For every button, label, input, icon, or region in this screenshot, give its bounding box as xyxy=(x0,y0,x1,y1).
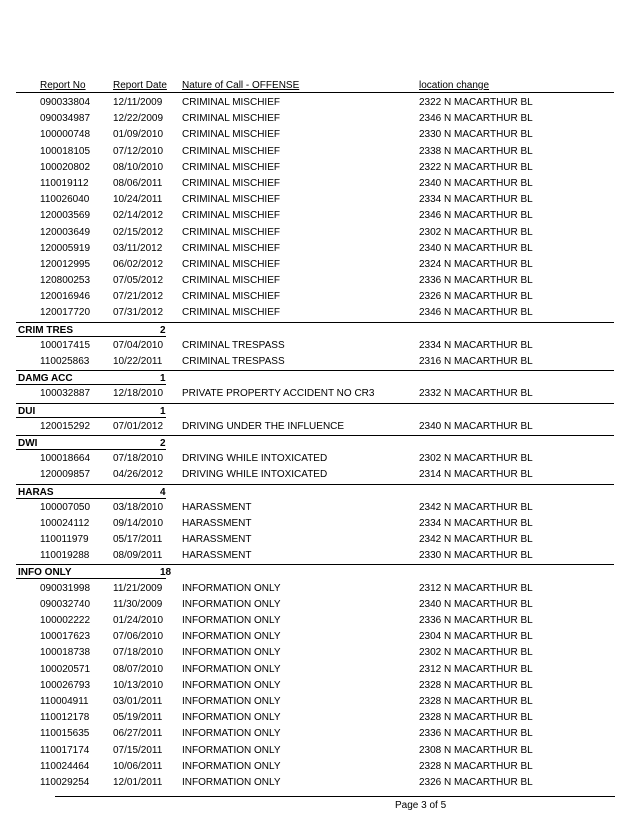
nature-of-call: CRIMINAL TRESPASS xyxy=(182,356,285,367)
location: 2340 N MACARTHUR BL xyxy=(419,598,533,610)
report-number: 100020571 xyxy=(40,663,91,675)
header-report-no: Report No xyxy=(40,80,86,91)
report-number: 120005919 xyxy=(40,242,91,254)
report-number: 100018664 xyxy=(40,453,91,465)
location: 2322 N MACARTHUR BL xyxy=(419,97,533,108)
nature-of-call: INFORMATION ONLY xyxy=(182,679,281,691)
report-date: 07/12/2010 xyxy=(113,145,164,157)
report-number: 100024112 xyxy=(40,517,90,529)
report-date: 08/10/2010 xyxy=(113,161,164,173)
nature-of-call: HARASSMENT xyxy=(182,550,252,562)
report-date: 10/24/2011 xyxy=(113,194,163,206)
table-row xyxy=(0,743,638,759)
report-date: 10/06/2011 xyxy=(113,760,163,772)
report-date: 07/31/2012 xyxy=(113,307,164,319)
nature-of-call: CRIMINAL MISCHIEF xyxy=(182,145,280,157)
nature-of-call: CRIMINAL MISCHIEF xyxy=(182,226,280,238)
report-number: 120015292 xyxy=(40,420,91,432)
report-table xyxy=(0,95,638,791)
report-date: 09/14/2010 xyxy=(113,517,164,529)
location: 2338 N MACARTHUR BL xyxy=(419,145,533,157)
nature-of-call: CRIMINAL TRESPASS xyxy=(182,339,285,351)
nature-of-call: INFORMATION ONLY xyxy=(182,582,281,594)
report-date: 07/15/2011 xyxy=(113,744,163,756)
report-date: 05/19/2011 xyxy=(113,712,163,724)
location: 2302 N MACARTHUR BL xyxy=(419,647,533,659)
report-number: 110026040 xyxy=(40,194,90,206)
table-row xyxy=(0,419,638,435)
location: 2314 N MACARTHUR BL xyxy=(419,469,533,481)
report-date: 03/01/2011 xyxy=(113,695,163,707)
report-date: 07/01/2012 xyxy=(113,420,164,432)
table-row xyxy=(0,710,638,726)
report-number: 100017415 xyxy=(40,339,91,351)
group-header xyxy=(0,322,638,338)
table-row xyxy=(0,241,638,257)
report-date: 11/21/2009 xyxy=(113,582,163,594)
nature-of-call: DRIVING WHILE INTOXICATED xyxy=(182,453,328,465)
report-number: 110025863 xyxy=(40,356,90,367)
footer-divider xyxy=(55,796,615,797)
nature-of-call: CRIMINAL MISCHIEF xyxy=(182,291,280,303)
report-date: 12/22/2009 xyxy=(113,113,164,125)
report-date: 08/06/2011 xyxy=(113,177,163,189)
nature-of-call: INFORMATION ONLY xyxy=(182,695,281,707)
table-row xyxy=(0,726,638,742)
report-number: 120003649 xyxy=(40,226,91,238)
table-row xyxy=(0,678,638,694)
report-number: 110015635 xyxy=(40,728,90,740)
nature-of-call: INFORMATION ONLY xyxy=(182,631,281,643)
nature-of-call: INFORMATION ONLY xyxy=(182,760,281,772)
report-date: 07/21/2012 xyxy=(113,291,164,303)
table-row xyxy=(0,532,638,548)
location: 2328 N MACARTHUR BL xyxy=(419,712,533,724)
report-date: 10/22/2011 xyxy=(113,356,163,367)
nature-of-call: DRIVING WHILE INTOXICATED xyxy=(182,469,328,481)
report-number: 100007050 xyxy=(40,501,91,513)
report-number: 110011979 xyxy=(40,534,89,546)
group-divider xyxy=(16,322,614,323)
report-number: 110019112 xyxy=(40,177,89,189)
table-row xyxy=(0,111,638,127)
group-header xyxy=(0,435,638,451)
location: 2328 N MACARTHUR BL xyxy=(419,695,533,707)
nature-of-call: CRIMINAL MISCHIEF xyxy=(182,194,280,206)
report-date: 12/01/2011 xyxy=(113,776,163,788)
group-divider xyxy=(16,403,614,404)
group-underline xyxy=(16,449,166,450)
nature-of-call: CRIMINAL MISCHIEF xyxy=(182,161,280,173)
report-number: 110017174 xyxy=(40,744,90,756)
nature-of-call: CRIMINAL MISCHIEF xyxy=(182,242,280,254)
nature-of-call: INFORMATION ONLY xyxy=(182,712,281,724)
location: 2340 N MACARTHUR BL xyxy=(419,242,533,254)
location: 2340 N MACARTHUR BL xyxy=(419,420,533,432)
location: 2334 N MACARTHUR BL xyxy=(419,194,533,206)
report-date: 06/27/2011 xyxy=(113,728,163,740)
report-date: 03/11/2012 xyxy=(113,242,163,254)
report-number: 100020802 xyxy=(40,161,91,173)
report-number: 120003569 xyxy=(40,210,91,222)
location: 2332 N MACARTHUR BL xyxy=(419,388,533,400)
nature-of-call: CRIMINAL MISCHIEF xyxy=(182,210,280,222)
table-row xyxy=(0,775,638,791)
report-date: 12/18/2010 xyxy=(113,388,164,400)
report-date: 01/24/2010 xyxy=(113,615,164,626)
table-row xyxy=(0,338,638,354)
table-row xyxy=(0,662,638,678)
nature-of-call: CRIMINAL MISCHIEF xyxy=(182,113,280,125)
table-row xyxy=(0,645,638,661)
location: 2340 N MACARTHUR BL xyxy=(419,177,533,189)
table-row xyxy=(0,581,638,597)
report-number: 120009857 xyxy=(40,469,91,481)
group-code: INFO ONLY xyxy=(18,567,72,579)
nature-of-call: INFORMATION ONLY xyxy=(182,776,281,788)
page-number: Page 3 of 5 xyxy=(395,800,447,811)
group-header xyxy=(0,564,638,580)
group-code: CRIM TRES xyxy=(18,324,73,336)
report-number: 110019288 xyxy=(40,550,90,562)
report-date: 02/15/2012 xyxy=(113,226,164,238)
nature-of-call: HARASSMENT xyxy=(182,534,252,546)
group-divider xyxy=(16,564,614,565)
table-row xyxy=(0,694,638,710)
report-number: 120800253 xyxy=(40,275,91,287)
table-row xyxy=(0,127,638,143)
location: 2304 N MACARTHUR BL xyxy=(419,631,533,643)
location: 2324 N MACARTHUR BL xyxy=(419,258,533,270)
header-report-date: Report Date xyxy=(113,80,167,91)
table-row xyxy=(0,160,638,176)
report-number: 120017720 xyxy=(40,307,91,319)
group-code: DUI xyxy=(18,405,36,417)
report-date: 11/30/2009 xyxy=(113,598,163,610)
nature-of-call: INFORMATION ONLY xyxy=(182,744,281,756)
report-number: 090032740 xyxy=(40,598,91,610)
report-number: 120012995 xyxy=(40,258,91,270)
header-location: location change xyxy=(419,80,490,91)
location: 2308 N MACARTHUR BL xyxy=(419,744,533,756)
report-date: 05/17/2011 xyxy=(113,534,163,546)
nature-of-call: CRIMINAL MISCHIEF xyxy=(182,307,280,319)
report-number: 100018105 xyxy=(40,145,91,157)
report-date: 07/18/2010 xyxy=(113,647,164,659)
report-date: 07/04/2010 xyxy=(113,339,164,351)
group-code: DWI xyxy=(18,437,38,449)
report-date: 04/26/2012 xyxy=(113,469,164,481)
report-number: 100002222 xyxy=(40,615,91,626)
location: 2326 N MACARTHUR BL xyxy=(419,291,533,303)
group-divider xyxy=(16,435,614,436)
location: 2330 N MACARTHUR BL xyxy=(419,129,533,141)
report-number: 100026793 xyxy=(40,679,91,691)
report-date: 02/14/2012 xyxy=(113,210,164,222)
table-row xyxy=(0,516,638,532)
table-row xyxy=(0,305,638,321)
group-code: DAMG ACC xyxy=(18,373,73,385)
location: 2328 N MACARTHUR BL xyxy=(419,679,533,691)
location: 2302 N MACARTHUR BL xyxy=(419,453,533,465)
table-row xyxy=(0,451,638,467)
report-date: 06/02/2012 xyxy=(113,258,164,270)
location: 2336 N MACARTHUR BL xyxy=(419,615,533,626)
group-divider xyxy=(16,370,614,371)
report-number: 120016946 xyxy=(40,291,91,303)
location: 2322 N MACARTHUR BL xyxy=(419,161,533,173)
table-row xyxy=(0,176,638,192)
location: 2326 N MACARTHUR BL xyxy=(419,776,533,788)
table-row xyxy=(0,289,638,305)
location: 2330 N MACARTHUR BL xyxy=(419,550,533,562)
header-divider xyxy=(16,92,614,93)
table-row xyxy=(0,144,638,160)
report-number: 100032887 xyxy=(40,388,91,400)
report-date: 07/18/2010 xyxy=(113,453,164,465)
location: 2342 N MACARTHUR BL xyxy=(419,501,533,513)
report-date: 07/05/2012 xyxy=(113,275,164,287)
location: 2334 N MACARTHUR BL xyxy=(419,517,533,529)
nature-of-call: CRIMINAL MISCHIEF xyxy=(182,258,280,270)
location: 2342 N MACARTHUR BL xyxy=(419,534,533,546)
report-date: 08/09/2011 xyxy=(113,550,163,562)
table-row xyxy=(0,386,638,402)
location: 2312 N MACARTHUR BL xyxy=(419,582,533,594)
group-count: 2 xyxy=(160,437,166,449)
table-row xyxy=(0,273,638,289)
group-count: 4 xyxy=(160,486,166,498)
table-row xyxy=(0,613,638,629)
report-number: 090034987 xyxy=(40,113,91,125)
location: 2346 N MACARTHUR BL xyxy=(419,307,533,319)
location: 2336 N MACARTHUR BL xyxy=(419,728,533,740)
report-date: 07/06/2010 xyxy=(113,631,164,643)
report-date: 03/18/2010 xyxy=(113,501,164,513)
report-number: 100000748 xyxy=(40,129,91,141)
nature-of-call: HARASSMENT xyxy=(182,501,252,513)
nature-of-call: PRIVATE PROPERTY ACCIDENT NO CR3 xyxy=(182,388,375,400)
report-date: 12/11/2009 xyxy=(113,97,163,108)
table-row xyxy=(0,548,638,564)
table-row xyxy=(0,500,638,516)
nature-of-call: INFORMATION ONLY xyxy=(182,728,281,740)
report-number: 090031998 xyxy=(40,582,91,594)
group-header xyxy=(0,484,638,500)
location: 2302 N MACARTHUR BL xyxy=(419,226,533,238)
nature-of-call: INFORMATION ONLY xyxy=(182,615,281,626)
group-divider xyxy=(16,484,614,485)
report-number: 110029254 xyxy=(40,776,90,788)
table-row xyxy=(0,192,638,208)
table-row xyxy=(0,597,638,613)
group-code: HARAS xyxy=(18,486,54,498)
nature-of-call: CRIMINAL MISCHIEF xyxy=(182,129,280,141)
group-header xyxy=(0,370,638,386)
report-date: 10/13/2010 xyxy=(113,679,164,691)
nature-of-call: INFORMATION ONLY xyxy=(182,647,281,659)
group-count: 1 xyxy=(160,405,166,417)
group-count: 18 xyxy=(160,567,172,579)
location: 2316 N MACARTHUR BL xyxy=(419,356,533,367)
group-header xyxy=(0,403,638,419)
table-row xyxy=(0,208,638,224)
report-number: 100017623 xyxy=(40,631,91,643)
nature-of-call: DRIVING UNDER THE INFLUENCE xyxy=(182,420,345,432)
nature-of-call: CRIMINAL MISCHIEF xyxy=(182,177,280,189)
report-number: 090033804 xyxy=(40,97,91,108)
nature-of-call: CRIMINAL MISCHIEF xyxy=(182,97,280,108)
table-row xyxy=(0,95,638,111)
report-number: 110012178 xyxy=(40,712,90,724)
report-number: 100018738 xyxy=(40,647,91,659)
nature-of-call: CRIMINAL MISCHIEF xyxy=(182,275,280,287)
location: 2328 N MACARTHUR BL xyxy=(419,760,533,772)
table-row xyxy=(0,467,638,483)
table-row xyxy=(0,759,638,775)
location: 2334 N MACARTHUR BL xyxy=(419,339,533,351)
group-count: 2 xyxy=(160,324,166,336)
header-nature-of-call: Nature of Call - OFFENSE xyxy=(182,80,300,91)
group-count: 1 xyxy=(160,373,166,385)
report-number: 110024464 xyxy=(40,760,90,772)
table-row xyxy=(0,225,638,241)
table-row xyxy=(0,354,638,370)
location: 2312 N MACARTHUR BL xyxy=(419,663,533,675)
nature-of-call: INFORMATION ONLY xyxy=(182,663,281,675)
group-underline xyxy=(16,417,166,418)
location: 2336 N MACARTHUR BL xyxy=(419,275,533,287)
report-date: 01/09/2010 xyxy=(113,129,164,141)
nature-of-call: INFORMATION ONLY xyxy=(182,598,281,610)
table-row xyxy=(0,629,638,645)
report-number: 110004911 xyxy=(40,695,89,707)
nature-of-call: HARASSMENT xyxy=(182,517,252,529)
location: 2346 N MACARTHUR BL xyxy=(419,113,533,125)
report-date: 08/07/2010 xyxy=(113,663,164,675)
table-row xyxy=(0,257,638,273)
location: 2346 N MACARTHUR BL xyxy=(419,210,533,222)
